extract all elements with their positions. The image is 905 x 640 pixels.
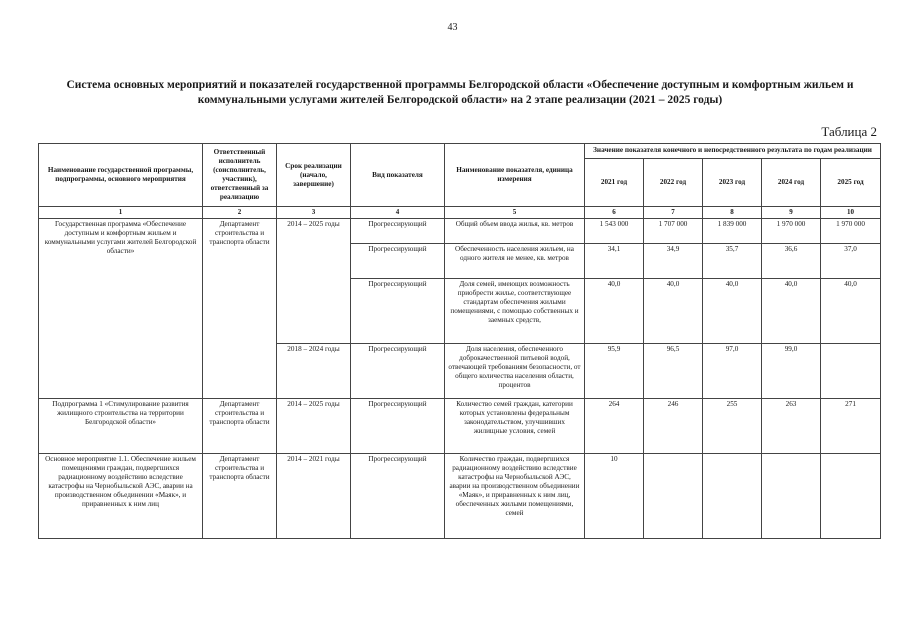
- event-term: 2014 – 2021 годы: [277, 454, 351, 539]
- value-2024: 40,0: [762, 279, 821, 344]
- value-2024: 263: [762, 399, 821, 454]
- indicator-name: Количество семей граждан, категории которых установлены федеральным законодательством, улучшивших жилищные условия, семей: [445, 399, 585, 454]
- indicator-name: Доля населения, обеспеченного доброкачественной питьевой водой, отвечающей требованиям безопасности, от общего количества населения области, процентов: [445, 344, 585, 399]
- value-2022: [644, 454, 703, 539]
- header-year-2023: 2023 год: [703, 158, 762, 206]
- indicator-type: Прогрессирующий: [351, 219, 445, 244]
- value-2021: 95,9: [585, 344, 644, 399]
- program-name: Государственная программа «Обеспечение доступным и комфортным жильем и коммунальными услугами жителей Белгородской области»: [39, 219, 203, 399]
- col-num-10: 10: [821, 207, 881, 219]
- header-year-2022: 2022 год: [644, 158, 703, 206]
- subprogram-name: Подпрограмма 1 «Стимулирование развития жилищного строительства на территории Белгородской области»: [39, 399, 203, 454]
- col-num-2: 2: [203, 207, 277, 219]
- value-2022: 96,5: [644, 344, 703, 399]
- indicator-name: Общий объем ввода жилья, кв. метров: [445, 219, 585, 244]
- value-2023: 35,7: [703, 244, 762, 279]
- program-executor: Департамент строительства и транспорта области: [203, 219, 277, 399]
- value-2021: 34,1: [585, 244, 644, 279]
- value-2023: 255: [703, 399, 762, 454]
- program-term: 2014 – 2025 годы: [277, 219, 351, 344]
- header-values-group: Значение показателя конечного и непосредственного результата по годам реализации: [585, 144, 881, 159]
- table-row: [39, 454, 881, 539]
- value-2022: 40,0: [644, 279, 703, 344]
- col-num-9: 9: [762, 207, 821, 219]
- indicator-type: Прогрессирующий: [351, 344, 445, 399]
- document-title: Система основных мероприятий и показателей государственной программы Белгородской области «Обеспечение доступным и комфортным жильем и коммунальными услугами жителей Белгородской области» на 2 этапе реализации (2021 – 2025 годы): [66, 79, 854, 106]
- column-numbers-row: [39, 207, 881, 219]
- event-name: Основное мероприятие 1.1. Обеспечение жильем помещениями граждан, подвергшихся радиационному воздействию вследствие катастрофы на Чернобыльской АЭС, аварии на производственном объединении «Маяк», и приравненных к ним лиц: [39, 454, 203, 539]
- value-2024: 1 970 000: [762, 219, 821, 244]
- value-2023: 97,0: [703, 344, 762, 399]
- value-2025: 271: [821, 399, 881, 454]
- value-2023: 40,0: [703, 279, 762, 344]
- subprogram-term: 2014 – 2025 годы: [277, 399, 351, 454]
- col-num-8: 8: [703, 207, 762, 219]
- value-2021: 40,0: [585, 279, 644, 344]
- col-num-6: 6: [585, 207, 644, 219]
- event-executor: Департамент строительства и транспорта области: [203, 454, 277, 539]
- value-2023: [703, 454, 762, 539]
- value-2023: 1 839 000: [703, 219, 762, 244]
- value-2025: 37,0: [821, 244, 881, 279]
- value-2022: 1 707 000: [644, 219, 703, 244]
- value-2025: [821, 344, 881, 399]
- header-row-1: [39, 144, 881, 159]
- value-2025: 40,0: [821, 279, 881, 344]
- header-year-2025: 2025 год: [821, 158, 881, 206]
- value-2025: [821, 454, 881, 539]
- indicator-type: Прогрессирующий: [351, 244, 445, 279]
- col-num-1: 1: [39, 207, 203, 219]
- program-term-water: 2018 – 2024 годы: [277, 344, 351, 399]
- indicator-type: Прогрессирующий: [351, 454, 445, 539]
- col-num-7: 7: [644, 207, 703, 219]
- header-year-2024: 2024 год: [762, 158, 821, 206]
- value-2021: 10: [585, 454, 644, 539]
- indicator-name: Количество граждан, подвергшихся радиационному воздействию вследствие катастрофы на Чернобыльской АЭС, аварии на производственном объединении «Маяк», и приравненных к ним лиц, обеспеченных жилыми помещениями, семей: [445, 454, 585, 539]
- header-term: Срок реализации (начало, завершение): [277, 144, 351, 207]
- header-executor: Ответственный исполнитель (соисполнитель, участник), ответственный за реализацию: [203, 144, 277, 207]
- subprogram-executor: Департамент строительства и транспорта области: [203, 399, 277, 454]
- table-row: [39, 219, 881, 244]
- header-indicator: Наименование показателя, единица измерения: [445, 144, 585, 207]
- value-2021: 264: [585, 399, 644, 454]
- header-name: Наименование государственной программы, подпрограммы, основного мероприятия: [39, 144, 203, 207]
- indicator-name: Доля семей, имеющих возможность приобрести жилье, соответствующее стандартам обеспечения жилыми помещениями, с помощью собственных и заемных средств,: [445, 279, 585, 344]
- indicator-type: Прогрессирующий: [351, 279, 445, 344]
- value-2022: 246: [644, 399, 703, 454]
- col-num-3: 3: [277, 207, 351, 219]
- indicator-name: Обеспеченность населения жильем, на одного жителя не менее, кв. метров: [445, 244, 585, 279]
- table-label: Таблица 2: [821, 124, 877, 139]
- value-2024: [762, 454, 821, 539]
- page-number: 43: [447, 22, 458, 33]
- header-year-2021: 2021 год: [585, 158, 644, 206]
- indicators-table: [38, 143, 881, 539]
- col-num-5: 5: [445, 207, 585, 219]
- value-2022: 34,9: [644, 244, 703, 279]
- value-2025: 1 970 000: [821, 219, 881, 244]
- col-num-4: 4: [351, 207, 445, 219]
- indicator-type: Прогрессирующий: [351, 399, 445, 454]
- header-type: Вид показателя: [351, 144, 445, 207]
- value-2024: 99,0: [762, 344, 821, 399]
- value-2021: 1 543 000: [585, 219, 644, 244]
- table-row: [39, 399, 881, 454]
- value-2024: 36,6: [762, 244, 821, 279]
